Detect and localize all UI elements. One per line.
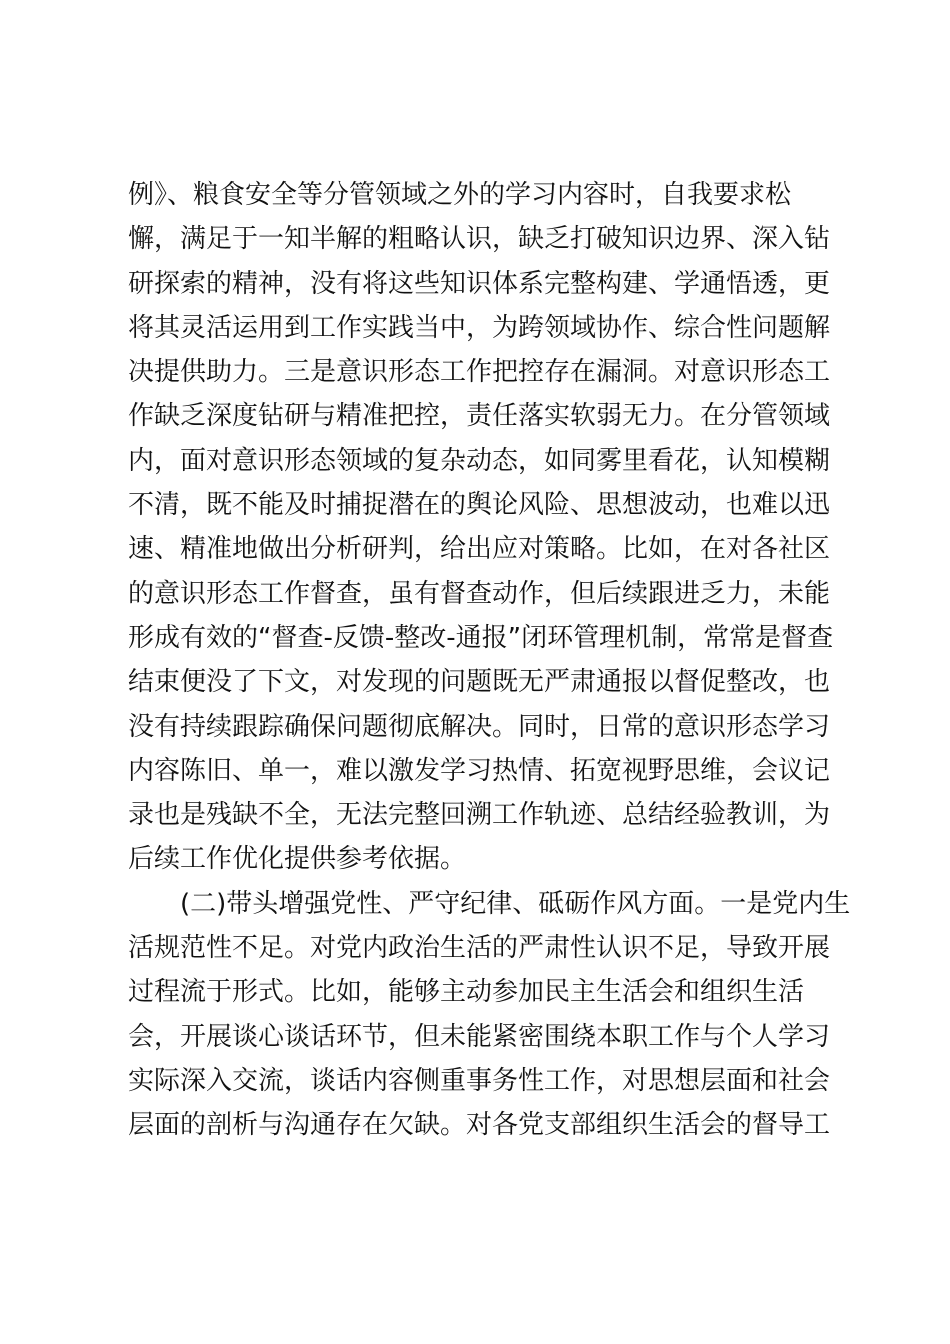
text-line: 内，面对意识形态领域的复杂动态，如同雾里看花，认知模糊: [128, 445, 831, 476]
text-line: 决提供助力。三是意识形态工作把控存在漏洞。对意识形态工: [128, 357, 831, 388]
text-line: 内容陈旧、单一，难以激发学习热情、拓宽视野思维，会议记: [128, 755, 831, 786]
text-line: 将其灵活运用到工作实践当中，为跨领域协作、综合性问题解: [128, 312, 831, 343]
text-line: 速、精准地做出分析研判，给出应对策略。比如，在对各社区: [128, 534, 831, 565]
text-line: 不清，既不能及时捕捉潜在的舆论风险、思想波动，也难以迅: [128, 490, 831, 521]
text-line: 录也是残缺不全，无法完整回溯工作轨迹、总结经验教训，为: [128, 800, 831, 831]
text-line: 研探索的精神，没有将这些知识体系完整构建、学通悟透，更: [128, 268, 831, 299]
text-line: 后续工作优化提供参考依据。: [128, 844, 467, 875]
text-line: 层面的剖析与沟通存在欠缺。对各党支部组织生活会的督导工: [128, 1110, 831, 1141]
text-line: 没有持续跟踪确保问题彻底解决。同时，日常的意识形态学习: [128, 711, 831, 742]
text-line: 的意识形态工作督查，虽有督查动作，但后续跟进乏力，未能: [128, 578, 831, 609]
text-line: 会，开展谈心谈话环节，但未能紧密围绕本职工作与个人学习: [128, 1021, 831, 1052]
text-line: 例》、粮食安全等分管领域之外的学习内容时，自我要求松: [128, 180, 792, 210]
text-line: 实际深入交流，谈话内容侧重事务性工作，对思想层面和社会: [128, 1065, 831, 1096]
text-line: 作缺乏深度钻研与精准把控，责任落实软弱无力。在分管领域: [128, 401, 831, 432]
text-line: 活规范性不足。对党内政治生活的严肃性认识不足，导致开展: [128, 933, 831, 964]
text-line: 过程流于形式。比如，能够主动参加民主生活会和组织生活: [128, 977, 805, 1008]
document-body: [128, 173, 851, 1148]
text-line: 懈，满足于一知半解的粗略认识，缺乏打破知识边界、深入钻: [128, 224, 831, 255]
text-line: 形成有效的“督查-反馈-整改-通报”闭环管理机制，常常是督查: [128, 622, 834, 653]
section-heading-line: (二)带头增强党性、严守纪律、砥砺作风方面。一是党内生: [180, 888, 851, 919]
text-line: 结束便没了下文，对发现的问题既无严肃通报以督促整改，也: [128, 667, 831, 698]
